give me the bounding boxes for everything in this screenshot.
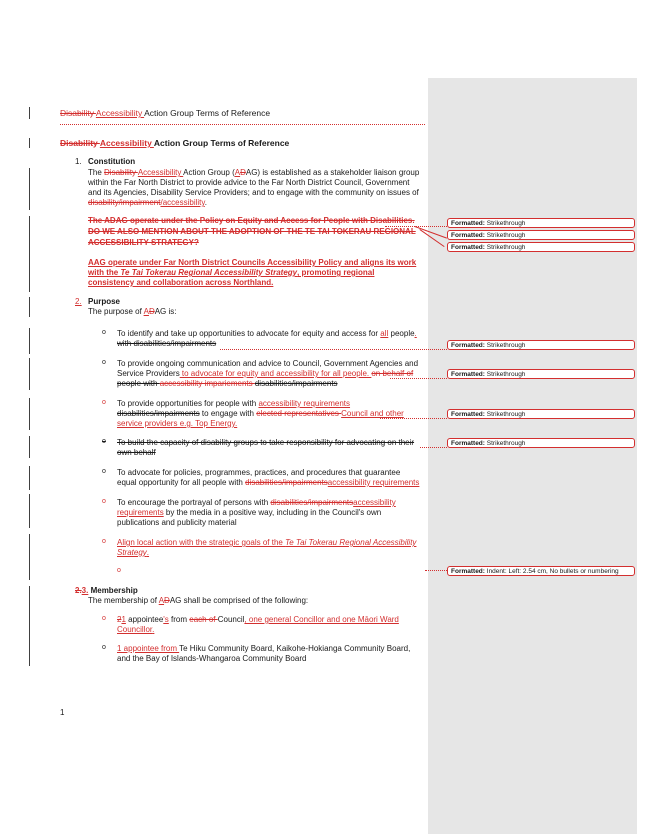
purpose-bullet-5-line-1: To advocate for policies, programmes, practices, and procedures that guarantee [117, 468, 401, 477]
constitution-line-3: and its Agencies, Disability Service Providers; and to engage with the community on issues of [88, 188, 419, 197]
change-bar [29, 436, 30, 458]
bullet-icon: o [102, 329, 106, 336]
membership-bullet-2-line-2: and the Bay of Islands-Whangaroa Community Board [117, 654, 307, 663]
inserted-policy-line-3: consistency and collaboration across Northland. [88, 278, 274, 287]
purpose-bullet-2-line-2: Service Providers to advocate for equity and accessibility for all people. on behalf of [117, 369, 414, 378]
deleted-policy-line-3: ACCESSIBILITY STRATEGY? [88, 238, 199, 247]
purpose-bullet-6-line-1: To encourage the portrayal of persons with disabilities/impairmentsaccessibility [117, 498, 396, 507]
purpose-bullet-5-line-2: equal opportunity for all people with disabilities/impairmentsaccessibility requirements [117, 478, 420, 487]
bullet-icon: o [102, 468, 106, 475]
membership-bullet-1-line-1: 21 appointee's from each of Council, one general Concillor and one Māori Ward [117, 615, 399, 624]
purpose-bullet-3-line-1: To provide opportunities for people with accessibility requirements [117, 399, 351, 408]
comments-margin-panel [428, 78, 637, 834]
purpose-bullet-2-line-1: To provide ongoing communication and advice to Council, Government Agencies and [117, 359, 419, 368]
change-bar [29, 358, 30, 390]
purpose-bullet-1-line-2: with disabilities/impairments [117, 339, 217, 348]
section-2-title: Purpose [88, 297, 121, 306]
constitution-line-4: disability/impairment/accessibility. [88, 198, 208, 207]
change-bar [29, 494, 30, 528]
title-inserted-text: Accessibility [99, 138, 154, 148]
change-bar [29, 138, 30, 148]
bullet-icon: o [102, 359, 106, 366]
comment-connector [425, 570, 447, 571]
format-comment[interactable]: Formatted: Strikethrough [447, 409, 635, 419]
inserted-policy-line-1: AAG operate under Far North District Councils Accessibility Policy and aligns its work [88, 258, 417, 267]
empty-bullet-icon: o [117, 567, 121, 574]
purpose-bullet-1-line-1: To identify and take up opportunities to advocate for equity and access for all people. [117, 329, 417, 338]
change-bar [29, 168, 30, 210]
purpose-bullet-3-line-3: service providers e.g. Top Energy. [117, 419, 238, 428]
title-text: Action Group Terms of Reference [153, 138, 290, 148]
bullet-icon: o [102, 615, 106, 622]
change-bar [29, 328, 30, 354]
section-1-number: 1. [75, 157, 82, 166]
bullet-icon: o [102, 399, 106, 406]
page-number: 1 [60, 708, 65, 717]
title-deleted-text: Disability [60, 138, 100, 148]
comment-connector [220, 349, 447, 350]
comment-connector [380, 418, 447, 419]
bullet-icon: o [102, 498, 106, 505]
purpose-bullet-2-line-3: people with accessibility impariements disabilities/impairments [117, 379, 338, 388]
purpose-bullet-7-line-2: Strategy. [117, 548, 150, 557]
deleted-policy-line-1: The ADAG operate under the Policy on Equity and Access for People with Disabilities. [88, 216, 415, 225]
membership-bullet-1-line-2: Councillor. [117, 625, 155, 634]
purpose-bullet-4-line-1: To build the capacity of disability groups to take responsibility for advocating on their [117, 438, 415, 447]
bullet-icon: o [102, 538, 106, 545]
change-bar [29, 586, 30, 666]
comment-connector [420, 447, 447, 448]
purpose-bullet-6-line-2: requirements by the media in a positive way, including in the Council's own [117, 508, 382, 517]
document-header [60, 108, 270, 118]
format-comment[interactable]: Formatted: Strikethrough [447, 369, 635, 379]
format-comment[interactable]: Formatted: Strikethrough [447, 230, 635, 240]
comment-connector [390, 378, 447, 379]
change-bar [29, 297, 30, 317]
header-deleted-text: Disability [60, 108, 96, 118]
membership-intro: The membership of ADAG shall be comprised of the following: [88, 596, 309, 605]
deleted-policy-line-2: DO WE ALSO MENTION ABOUT THE ADOPTION OF THE TE TAI TOKERAU REGIONAL [88, 227, 416, 236]
header-inserted-text: Accessibility [95, 108, 145, 118]
constitution-line-2: within the Far North District to provide advice to the Far North District Council, Government [88, 178, 410, 187]
change-bar [29, 466, 30, 490]
section-2-number: 2. [75, 297, 82, 306]
purpose-bullet-3-line-2: disabilities/impairments to engage with elected representatives Council and other [117, 409, 404, 418]
purpose-bullet-4-line-2: own behalf [117, 448, 156, 457]
change-bar [29, 216, 30, 292]
purpose-bullet-6-line-3: publications and publicity material [117, 518, 237, 527]
membership-bullet-2-line-1: 1 appointee from Te Hiku Community Board, Kaikohe-Hokianga Community Board, [117, 644, 411, 653]
header-text: Action Group Terms of Reference [144, 108, 271, 118]
format-comment[interactable]: Formatted: Strikethrough [447, 340, 635, 350]
change-bar [29, 534, 30, 580]
header-divider [60, 124, 425, 125]
change-bar [29, 398, 30, 430]
constitution-line-1: The Disability Accessibility Action Group (ADAG) is established as a stakeholder liaison group [88, 168, 420, 177]
bullet-icon: o [102, 644, 106, 651]
page-title [60, 138, 289, 148]
bullet-icon: o [102, 438, 106, 445]
format-comment[interactable]: Formatted: Strikethrough [447, 438, 635, 448]
format-comment[interactable]: Formatted: Strikethrough [447, 242, 635, 252]
section-3-heading: 2.3. Membership [75, 586, 138, 595]
format-comment[interactable]: Formatted: Indent: Left: 2.54 cm, No bullets or numbering [447, 566, 635, 576]
inserted-policy-line-2: with the Te Tai Tokerau Regional Accessibility Strategy, promoting regional [88, 268, 375, 277]
purpose-bullet-7-line-1: Align local action with the strategic goals of the Te Tai Tokerau Regional Accessibility [117, 538, 417, 547]
format-comment[interactable]: Formatted: Strikethrough [447, 218, 635, 228]
purpose-intro: The purpose of ADAG is: [88, 307, 177, 316]
section-1-title: Constitution [88, 157, 136, 166]
change-bar [29, 107, 30, 119]
